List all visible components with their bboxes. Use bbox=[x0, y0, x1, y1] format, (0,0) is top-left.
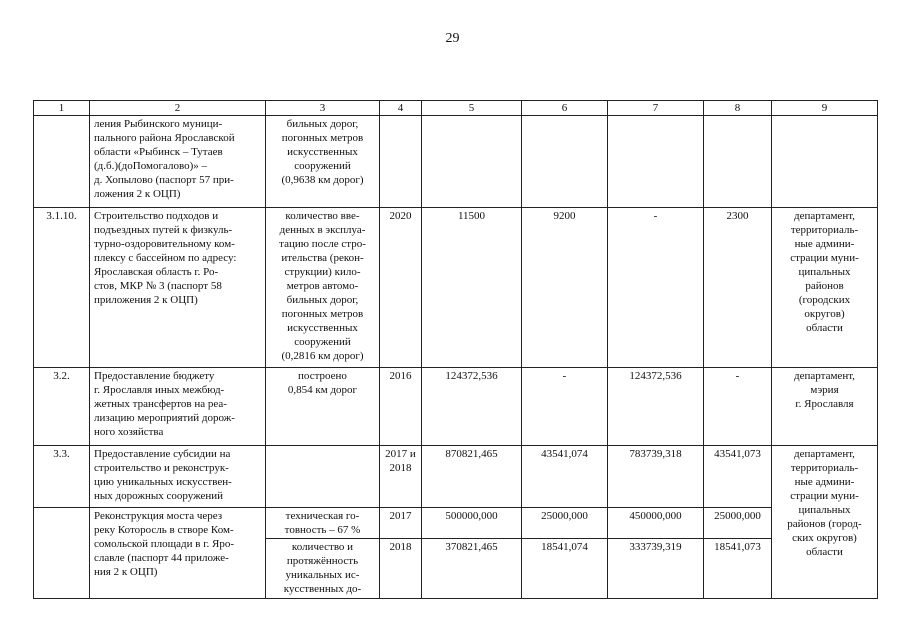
row-number-cell bbox=[34, 508, 90, 599]
page-number: 29 bbox=[445, 31, 460, 46]
total-cell: 870821,465 bbox=[422, 446, 522, 508]
col-header-6: 6 bbox=[522, 101, 608, 116]
year-cell bbox=[380, 116, 422, 208]
table-row bbox=[34, 446, 878, 508]
header-row bbox=[34, 101, 878, 116]
table-row bbox=[34, 508, 878, 539]
measure-name: Предоставление субсидии на строительство и реконструк- цию уникальных искусствен- ных дорожных сооружений bbox=[90, 446, 266, 508]
indicator-cell: количество вве- денных в эксплуа- тацию после стро- ительства (рекон- струкции) кило- метров автомо- бильных дорог, погонных метров искусственных сооружений (0,2816 км дорог) bbox=[266, 208, 380, 368]
row-number-cell: 3.1.10. bbox=[34, 208, 90, 368]
col7-cell: - bbox=[608, 208, 704, 368]
col6-cell: 9200 bbox=[522, 208, 608, 368]
col7-cell: 783739,318 bbox=[608, 446, 704, 508]
col8-cell: 18541,073 bbox=[704, 539, 772, 599]
row-number-cell: 3.3. bbox=[34, 446, 90, 508]
row-number-cell bbox=[34, 116, 90, 208]
col-header-2: 2 bbox=[90, 101, 266, 116]
col8-cell: 43541,073 bbox=[704, 446, 772, 508]
executor-cell: департамент, территориаль- ные админи- страции муни- ципальных районов (городских округов) области bbox=[772, 208, 878, 368]
total-cell: 500000,000 bbox=[422, 508, 522, 539]
col-header-9: 9 bbox=[772, 101, 878, 116]
program-table bbox=[33, 100, 878, 599]
indicator-cell: техническая го- товность – 67 % bbox=[266, 508, 380, 539]
indicator-cell: количество и протяжённость уникальных ис- кусственных до- bbox=[266, 539, 380, 599]
col6-cell: 43541,074 bbox=[522, 446, 608, 508]
measure-name: ления Рыбинского муници- пального района Ярославской области «Рыбинск – Тутаев (д.б.)(доПомогалово)» – д. Хопылово (паспорт 57 при- ложения 2 к ОЦП) bbox=[90, 116, 266, 208]
col-header-5: 5 bbox=[422, 101, 522, 116]
col-header-4: 4 bbox=[380, 101, 422, 116]
row-number-cell: 3.2. bbox=[34, 368, 90, 446]
col6-cell: 25000,000 bbox=[522, 508, 608, 539]
col8-cell: 25000,000 bbox=[704, 508, 772, 539]
indicator-cell: бильных дорог, погонных метров искусственных сооружений (0,9638 км дорог) bbox=[266, 116, 380, 208]
table-row bbox=[34, 208, 878, 368]
col6-cell: - bbox=[522, 368, 608, 446]
total-cell: 370821,465 bbox=[422, 539, 522, 599]
col6-cell bbox=[522, 116, 608, 208]
col7-cell: 333739,319 bbox=[608, 539, 704, 599]
table-row bbox=[34, 116, 878, 208]
col8-cell bbox=[704, 116, 772, 208]
table-row bbox=[34, 368, 878, 446]
total-cell: 124372,536 bbox=[422, 368, 522, 446]
total-cell: 11500 bbox=[422, 208, 522, 368]
executor-cell: департамент, территориаль- ные админи- страции муни- ципальных районов (город- ских округов) области bbox=[772, 446, 878, 599]
col7-cell: 450000,000 bbox=[608, 508, 704, 539]
indicator-cell bbox=[266, 446, 380, 508]
col-header-7: 7 bbox=[608, 101, 704, 116]
year-cell: 2018 bbox=[380, 539, 422, 599]
measure-name: Реконструкция моста через реку Которосль в створе Ком- сомольской площади в г. Яро- славле (паспорт 44 приложе- ния 2 к ОЦП) bbox=[90, 508, 266, 599]
col8-cell: 2300 bbox=[704, 208, 772, 368]
indicator-cell: построено 0,854 км дорог bbox=[266, 368, 380, 446]
col7-cell bbox=[608, 116, 704, 208]
executor-cell bbox=[772, 116, 878, 208]
col8-cell: - bbox=[704, 368, 772, 446]
executor-cell: департамент, мэрия г. Ярославля bbox=[772, 368, 878, 446]
measure-name: Предоставление бюджету г. Ярославля иных межбюд- жетных трансфертов на реа- лизацию мероприятий дорож- ного хозяйства bbox=[90, 368, 266, 446]
year-cell: 2017 и 2018 bbox=[380, 446, 422, 508]
col-header-3: 3 bbox=[266, 101, 380, 116]
col-header-1: 1 bbox=[34, 101, 90, 116]
total-cell bbox=[422, 116, 522, 208]
col7-cell: 124372,536 bbox=[608, 368, 704, 446]
col6-cell: 18541,074 bbox=[522, 539, 608, 599]
year-cell: 2016 bbox=[380, 368, 422, 446]
year-cell: 2017 bbox=[380, 508, 422, 539]
col-header-8: 8 bbox=[704, 101, 772, 116]
year-cell: 2020 bbox=[380, 208, 422, 368]
measure-name: Строительство подходов и подъездных путей к физкуль- турно-оздоровительному ком- плексу с бассейном по адресу: Ярославская область г. Ро- стов, МКР № 3 (паспорт 58 приложения 2 к ОЦП) bbox=[90, 208, 266, 368]
